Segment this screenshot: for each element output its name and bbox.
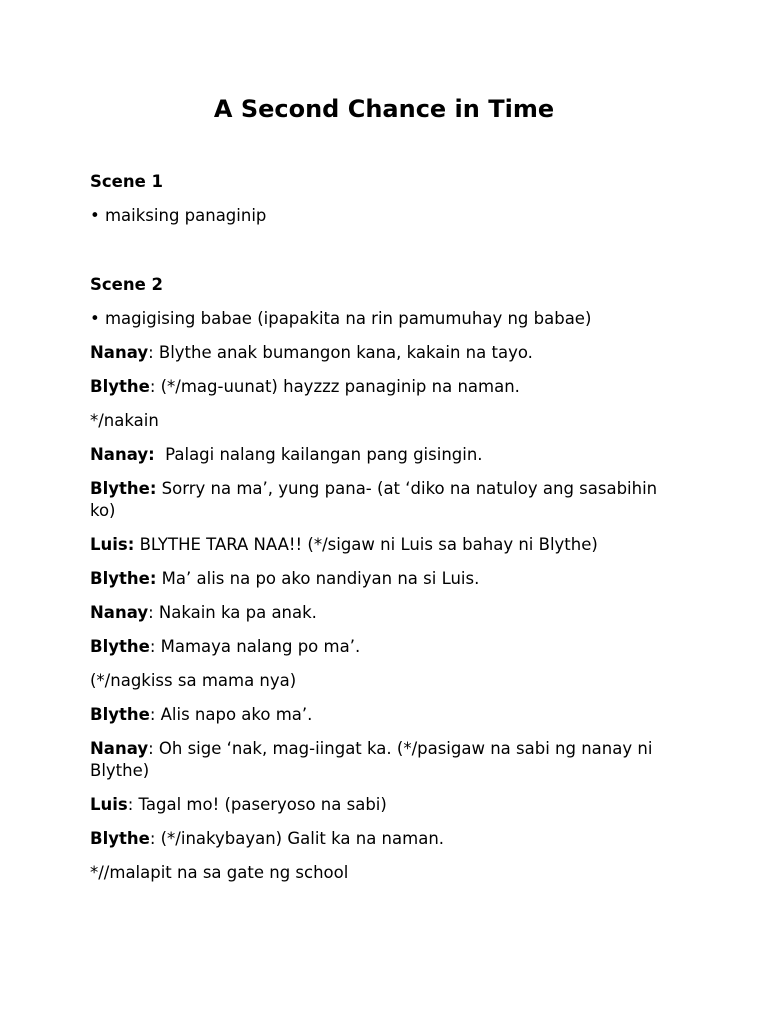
script-line xyxy=(90,704,678,726)
dialogue-text: */nakain xyxy=(90,411,159,430)
speaker-name: Blythe xyxy=(90,829,150,848)
script-line xyxy=(90,478,678,522)
speaker-name: Nanay xyxy=(90,343,149,362)
script-line xyxy=(90,342,678,364)
speaker-name: Nanay: xyxy=(90,445,155,464)
dialogue-text: : Nakain ka pa anak. xyxy=(148,603,317,622)
speaker-name: Nanay xyxy=(90,603,149,622)
script-line xyxy=(90,794,678,816)
dialogue-text: : Oh sige ‘nak, mag-iingat ka. (*/pasigaw na sabi ng nanay ni Blythe) xyxy=(90,739,658,780)
dialogue-text: : (*/mag-uunat) hayzzz panaginip na naman. xyxy=(149,377,520,396)
script-line xyxy=(90,738,678,782)
scene-2-heading: Scene 2 xyxy=(90,275,164,294)
script-line xyxy=(90,308,678,330)
dialogue-text: : Blythe anak bumangon kana, kakain na tayo. xyxy=(148,343,533,362)
script-line xyxy=(90,862,678,884)
dialogue-text: : Mamaya nalang po ma’. xyxy=(149,637,361,656)
script-line xyxy=(90,410,678,432)
dialogue-text: • magigising babae (ipapakita na rin pamumuhay ng babae) xyxy=(90,309,592,328)
dialogue-text: Sorry na ma’, yung pana- (at ‘diko na natuloy ang sasabihin ko) xyxy=(90,479,663,520)
script-line xyxy=(90,636,678,658)
script-line xyxy=(90,568,678,590)
script-line xyxy=(90,376,678,398)
scene-2 xyxy=(90,274,678,884)
scene-1-heading: Scene 1 xyxy=(90,172,164,191)
script-line xyxy=(90,670,678,692)
scene-1-bullet: • maiksing panaginip xyxy=(90,206,267,225)
dialogue-text: (*/nagkiss sa mama nya) xyxy=(90,671,297,690)
speaker-name: Blythe: xyxy=(90,479,157,498)
speaker-name: Blythe xyxy=(90,705,150,724)
dialogue-text: : (*/inakybayan) Galit ka na naman. xyxy=(149,829,445,848)
scene-1 xyxy=(90,171,678,227)
speaker-name: Blythe: xyxy=(90,569,157,588)
script-line xyxy=(90,602,678,624)
script-line xyxy=(90,534,678,556)
speaker-name: Luis: xyxy=(90,535,135,554)
document-title: A Second Chance in Time xyxy=(213,95,555,123)
dialogue-text: : Alis napo ako ma’. xyxy=(149,705,313,724)
speaker-name: Blythe xyxy=(90,377,150,396)
dialogue-text: : Tagal mo! (paseryoso na sabi) xyxy=(127,795,387,814)
speaker-name: Nanay xyxy=(90,739,149,758)
dialogue-text: Palagi nalang kailangan pang gisingin. xyxy=(154,445,483,464)
script-line xyxy=(90,828,678,850)
dialogue-text: BLYTHE TARA NAA!! (*/sigaw ni Luis sa bahay ni Blythe) xyxy=(134,535,598,554)
dialogue-text: Ma’ alis na po ako nandiyan na si Luis. xyxy=(156,569,480,588)
script-line xyxy=(90,444,678,466)
dialogue-text: *//malapit na sa gate ng school xyxy=(90,863,349,882)
speaker-name: Blythe xyxy=(90,637,150,656)
speaker-name: Luis xyxy=(90,795,128,814)
